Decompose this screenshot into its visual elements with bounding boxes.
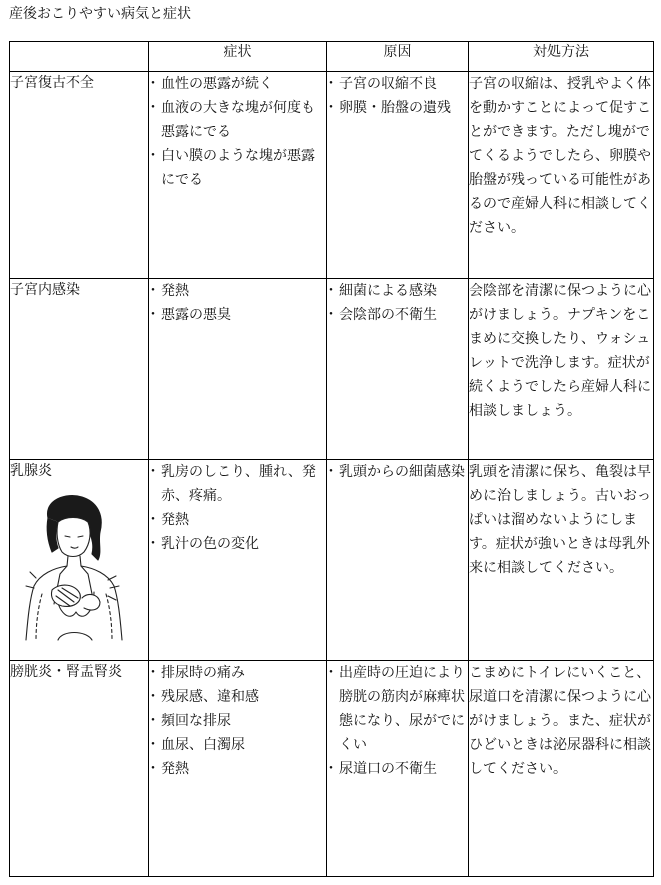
treatment-text: 乳頭を清潔に保ち、亀裂は早めに治しましょう。古いおっぱいは溜めないようにします。症状が強いときは母乳外来に相談してください。	[469, 464, 651, 576]
disease-name-cell	[10, 460, 149, 661]
breast-pain-woman-illustration	[22, 494, 127, 644]
disease-table	[9, 41, 654, 877]
header-cause: 原因	[327, 42, 469, 72]
table-row	[10, 279, 654, 460]
symptom-list	[149, 661, 326, 781]
cause-item: ・ 細菌による感染	[327, 279, 468, 303]
cause-cell	[327, 72, 469, 279]
symptoms-cell	[149, 72, 327, 279]
header-treatment: 対処方法	[469, 42, 654, 72]
cause-list	[327, 460, 468, 484]
cause-cell	[327, 460, 469, 661]
symptom-item: ・ 発熱	[149, 757, 326, 781]
symptoms-cell	[149, 460, 327, 661]
treatment-cell	[469, 460, 654, 661]
symptom-list	[149, 460, 326, 556]
symptom-item: ・ 残尿感、違和感	[149, 685, 326, 709]
cause-list	[327, 72, 468, 120]
symptom-list	[149, 279, 326, 327]
symptom-list	[149, 72, 326, 192]
table-row	[10, 72, 654, 279]
symptom-item: ・ 血液の大きな塊が何度も悪露にでる	[149, 96, 326, 144]
treatment-cell	[469, 661, 654, 877]
treatment-text: こまめにトイレにいくこと、尿道口を清潔に保つように心がけましょう。また、症状がひどいときは泌尿器科に相談してください。	[469, 665, 651, 777]
symptoms-cell	[149, 279, 327, 460]
cause-item: ・ 尿道口の不衛生	[327, 757, 468, 781]
symptom-item: ・ 血尿、白濁尿	[149, 733, 326, 757]
symptom-item: ・ 頻回な排尿	[149, 709, 326, 733]
cause-item: ・ 卵膜・胎盤の遺残	[327, 96, 468, 120]
cause-cell	[327, 661, 469, 877]
header-blank	[10, 42, 149, 72]
treatment-cell	[469, 72, 654, 279]
treatment-cell	[469, 279, 654, 460]
treatment-text: 会陰部を清潔に保つように心がけましょう。ナプキンをこまめに交換したり、ウォシュレットで洗浄します。症状が続くようでしたら産婦人科に相談しましょう。	[469, 283, 651, 419]
disease-name: 膀胱炎・腎盂腎炎	[10, 661, 149, 877]
cause-cell	[327, 279, 469, 460]
cause-item: ・ 会陰部の不衛生	[327, 303, 468, 327]
symptom-item: ・ 乳房のしこり、腫れ、発赤、疼痛。	[149, 460, 326, 508]
header-symptoms: 症状	[149, 42, 327, 72]
cause-item: ・ 子宮の収縮不良	[327, 72, 468, 96]
symptom-item: ・ 乳汁の色の変化	[149, 532, 326, 556]
treatment-text: 子宮の収縮は、授乳やよく体を動かすことによって促すことができます。ただし塊がでてくるようでしたら、卵膜や胎盤が残っている可能性があるので産婦人科に相談してください。	[469, 76, 651, 236]
table-row	[10, 661, 654, 877]
cause-item: ・ 出産時の圧迫により膀胱の筋肉が麻痺状態になり、尿がでにくい	[327, 661, 468, 757]
symptom-item: ・ 発熱	[149, 508, 326, 532]
cause-list	[327, 279, 468, 327]
symptom-item: ・ 白い膜のような塊が悪露にでる	[149, 144, 326, 192]
symptom-item: ・ 発熱	[149, 279, 326, 303]
symptom-item: ・ 血性の悪露が続く	[149, 72, 326, 96]
symptom-item: ・ 排尿時の痛み	[149, 661, 326, 685]
cause-list	[327, 661, 468, 781]
document-title: 産後おこりやすい病気と症状	[9, 6, 191, 22]
cause-item: ・ 乳頭からの細菌感染	[327, 460, 468, 484]
table-row	[10, 460, 654, 661]
symptom-item: ・ 悪露の悪臭	[149, 303, 326, 327]
disease-name: 子宮内感染	[10, 279, 149, 460]
disease-name: 乳腺炎	[10, 463, 52, 479]
disease-name: 子宮復古不全	[10, 72, 149, 279]
header-row	[10, 42, 654, 72]
symptoms-cell	[149, 661, 327, 877]
